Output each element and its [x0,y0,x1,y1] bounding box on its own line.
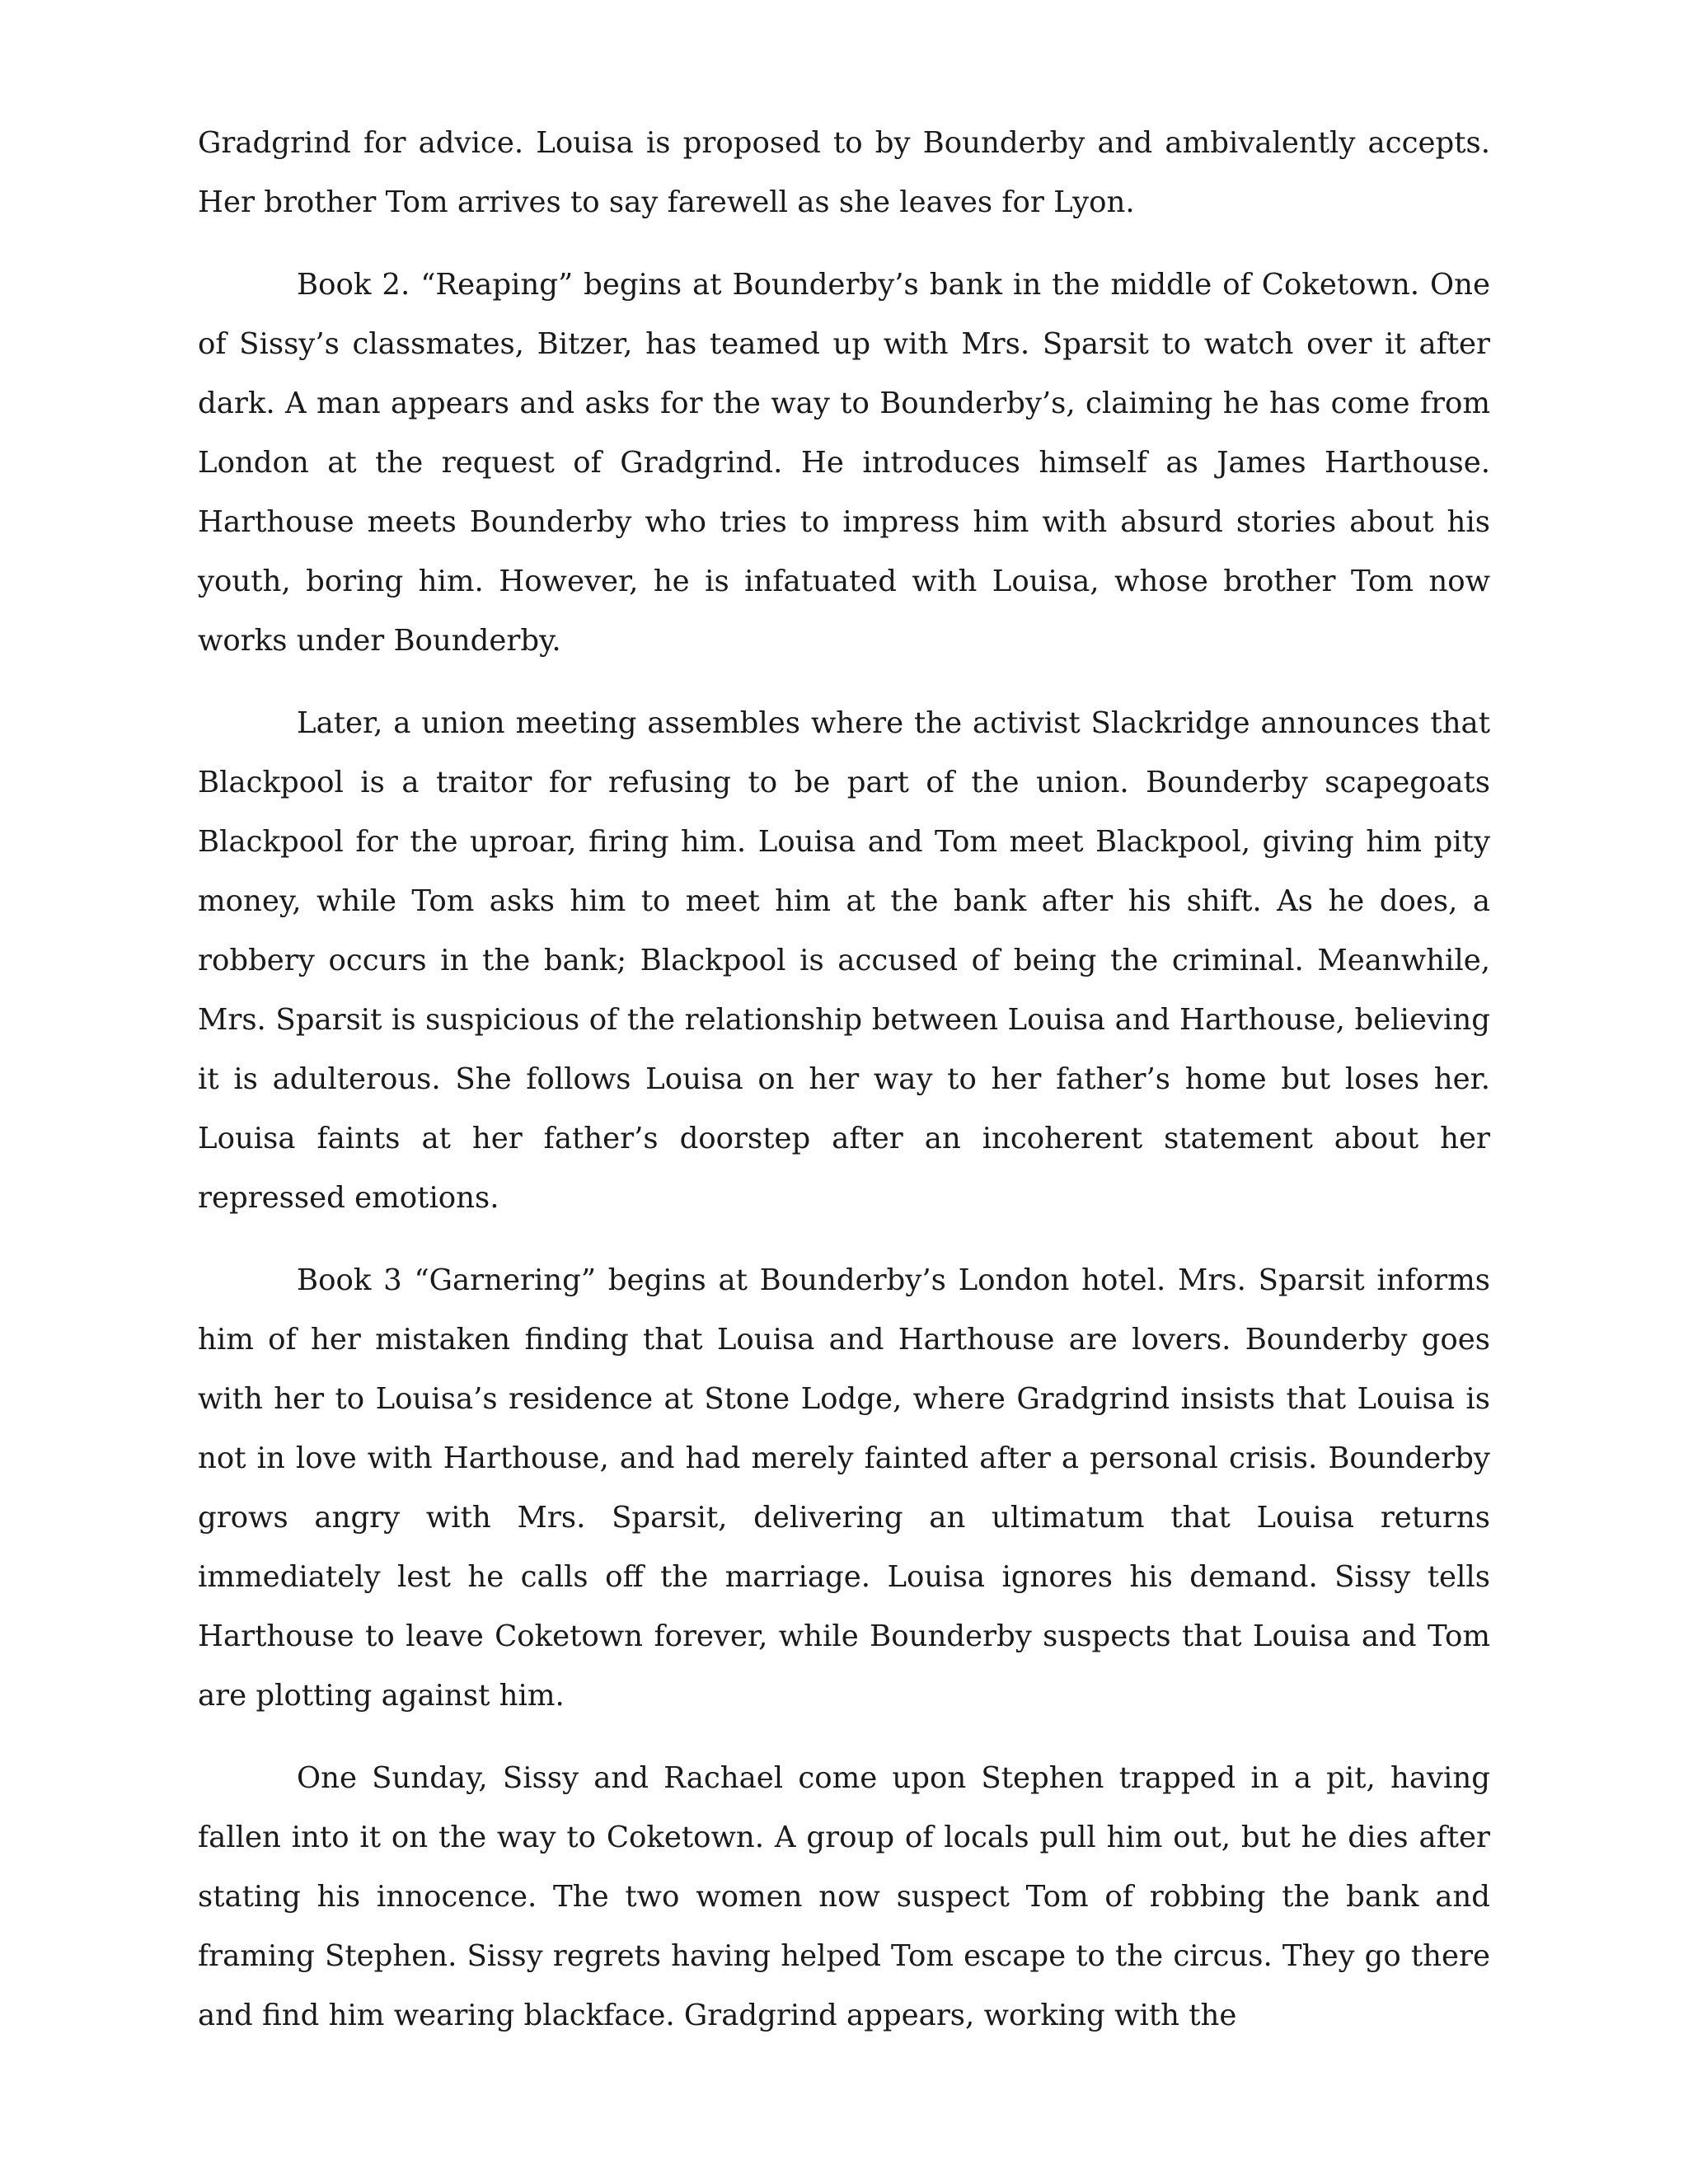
paragraph-union-meeting: Later, a union meeting assembles where the activist Slackridge announces that Blackpool is a traitor for refusing to be part of the union. Bounderby scapegoats Blackpool for the uproar, firing him. Louisa and Tom meet Blackpool, giving him pity money, while Tom asks him to meet him at the bank after his shift. As he does, a robbery occurs in the bank; Blackpool is accused of being the criminal. Meanwhile, Mrs. Sparsit is suspicious of the relationship between Louisa and Harthouse, believing it is adulterous. She follows Louisa on her way to her father’s home but loses her. Louisa faints at her father’s doorstep after an incoherent statement about her repressed emotions. [198,706,1490,1215]
paragraph-continuation: Gradgrind for advice. Louisa is proposed to by Bounderby and ambivalently accepts. Her brother Tom arrives to say farewell as she leaves for Lyon. [198,126,1490,219]
paragraph-sunday-pit: One Sunday, Sissy and Rachael come upon Stephen trapped in a pit, having fallen into it on the way to Coketown. A group of locals pull him out, but he dies after stating his innocence. The two women now suspect Tom of robbing the bank and framing Stephen. Sissy regrets having helped Tom escape to the circus. They go there and find him wearing blackface. Gradgrind appears, working with the [198,1761,1490,2032]
book-2-label: Book 2. [297,268,410,302]
book-3-label: Book 3 [297,1263,402,1297]
paragraph-book-2 [198,255,1490,671]
paragraph-book-3 [198,1251,1490,1726]
paragraph-book-3-text: “Garnering” begins at Bounderby’s London hotel. Mrs. Sparsit informs him of her mistaken finding that Louisa and Harthouse are lovers. Bounderby goes with her to Louisa’s residence at Stone Lodge, where Gradgrind insists that Louisa is not in love with Harthouse, and had merely fainted after a personal crisis. Bounderby grows angry with Mrs. Sparsit, delivering an ultimatum that Louisa returns immediately lest he calls off the marriage. Louisa ignores his demand. Sissy tells Harthouse to leave Coketown forever, while Bounderby suspects that Louisa and Tom are plotting against him. [198,1263,1490,1713]
paragraph-book-2-text: “Reaping” begins at Bounderby’s bank in the middle of Coketown. One of Sissy’s classmates, Bitzer, has teamed up with Mrs. Sparsit to watch over it after dark. A man appears and asks for the way to Bounderby’s, claiming he has come from London at the request of Gradgrind. He introduces himself as James Harthouse. Harthouse meets Bounderby who tries to impress him with absurd stories about his youth, boring him. However, he is infatuated with Louisa, whose brother Tom now works under Bounderby. [198,268,1491,658]
